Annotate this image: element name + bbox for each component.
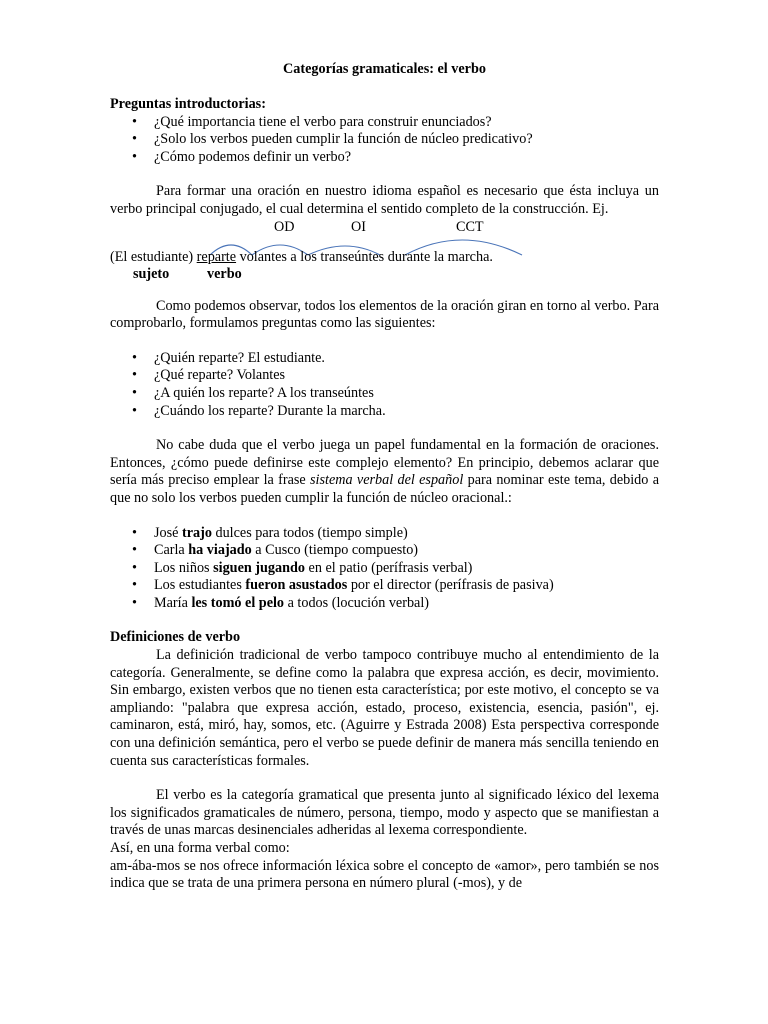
bullet-icon: • (132, 384, 137, 401)
bullet-icon: • (132, 524, 137, 541)
list-item: • ¿Quién reparte? El estudiante. (132, 349, 325, 366)
document-page (110, 61, 659, 893)
italic-term: sistema verbal del español (310, 472, 464, 489)
paragraph-definition-formal: El verbo es la categoría gramatical que presenta junto al significado léxico del lexema los significados gramaticales de número, persona, tiempo, modo y aspecto que se manifiestan a través de unas marcas desinenciales adheridas al lexema correspondiente. (110, 787, 659, 839)
list-item: • ¿Qué reparte? Volantes (132, 367, 286, 384)
bullet-icon: • (132, 577, 137, 594)
label-od: OD (274, 218, 295, 235)
example-sentence (110, 249, 493, 267)
role-verb: verbo (207, 265, 242, 282)
example-rest: volantes a los transeúntes durante la marcha. (239, 248, 493, 265)
question-list (110, 350, 659, 420)
bullet-icon: • (132, 594, 137, 611)
paragraph-line: Así, en una forma verbal como: (110, 840, 290, 856)
example-subject: (El estudiante) (110, 248, 194, 265)
paragraph-definition-traditional: La definición tradicional de verbo tampoco contribuye mucho al entendimiento de la categoría. Generalmente, se define como la palabra que expresa acción, es decir, movimiento. Sin embargo, existen verbos que no tienen esta característica; por este motivo, el concepto se va ampliando: "palabra que expresa acción, estado, proceso, existencia, esencia, pasión", ej. caminaron, está, miró, hay, somos, etc. (Aguirre y Estrada 2008) Esta perspectiva corresponde con una definición semántica, pero el verbo se puede definir de manera más sencilla teniendo en cuenta sus características formales. (110, 647, 659, 769)
bullet-icon: • (132, 349, 137, 366)
paragraph-verbal-system: No cabe duda que el verbo juega un papel fundamental en la formación de oraciones. Entonces, ¿cómo puede definirse este complejo elemento? En principio, debemos aclarar que sería más preciso emplear la frase sistema verbal del español para nominar este tema, debido a que no solo los verbos pueden cumplir la función de núcleo oracional.: (110, 437, 659, 506)
role-subject: sujeto (133, 265, 170, 282)
document-title: Categorías gramaticales: el verbo (283, 61, 486, 77)
list-item: • ¿Cuándo los reparte? Durante la marcha. (132, 402, 386, 419)
list-item: • ¿Qué importancia tiene el verbo para construir enunciados? (132, 113, 492, 130)
label-cct: CCT (456, 218, 484, 235)
bullet-icon: • (132, 542, 137, 559)
bullet-icon: • (132, 148, 137, 165)
list-item: • Los niños siguen jugando en el patio (perífrasis verbal) (132, 559, 473, 576)
bullet-icon: • (132, 367, 137, 384)
list-item: • María les tomó el pelo a todos (locución verbal) (132, 594, 430, 611)
bullet-icon: • (132, 402, 137, 419)
example-sentence-diagram (110, 219, 659, 289)
examples-list (110, 525, 659, 613)
paragraph-intro: Para formar una oración en nuestro idioma español es necesario que ésta incluya un verbo principal conjugado, el cual determina el sentido completo de la construcción. Ej. (110, 183, 659, 217)
definitions-heading: Definiciones de verbo (110, 629, 241, 646)
list-item: • Los estudiantes fueron asustados por el director (perífrasis de pasiva) (132, 577, 554, 594)
list-item: • ¿Solo los verbos pueden cumplir la función de núcleo predicativo? (132, 131, 533, 148)
list-item: • José trajo dulces para todos (tiempo simple) (132, 524, 408, 541)
bullet-icon: • (132, 131, 137, 148)
intro-heading: Preguntas introductorias: (110, 96, 266, 112)
paragraph-example-amabamos: am-ába-mos se nos ofrece información léxica sobre el concepto de «amor», pero también se nos indica que se trata de una primera persona en número plural (-mos), y de (110, 857, 659, 892)
paragraph-observe: Como podemos observar, todos los elementos de la oración giran en torno al verbo. Para comprobarlo, formulamos preguntas como las siguientes: (110, 297, 659, 332)
list-item: • ¿Cómo podemos definir un verbo? (132, 148, 352, 165)
list-item: • ¿A quién los reparte? A los transeúntes (132, 384, 374, 401)
label-oi: OI (351, 218, 366, 235)
list-item: • Carla ha viajado a Cusco (tiempo compuesto) (132, 542, 419, 559)
example-verb: reparte (196, 248, 237, 265)
intro-question-list (110, 114, 659, 167)
bullet-icon: • (132, 559, 137, 576)
bullet-icon: • (132, 113, 137, 130)
